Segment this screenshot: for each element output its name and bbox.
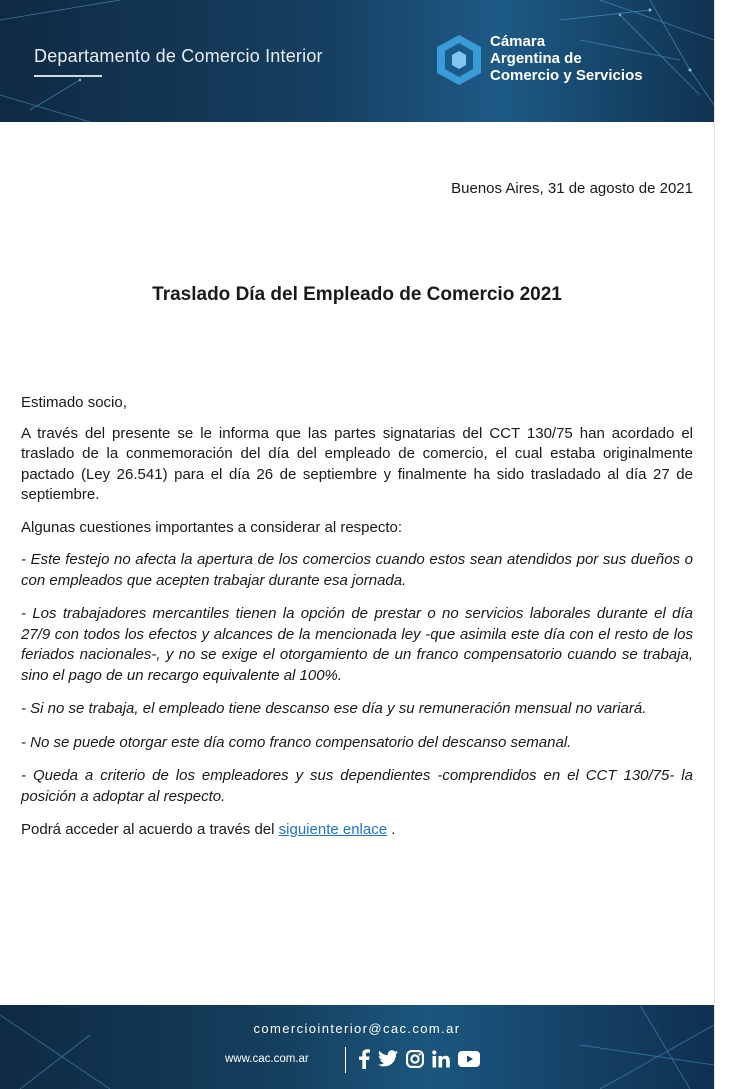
- cac-logo-icon: [434, 33, 484, 87]
- org-line-1: Cámara: [490, 33, 546, 50]
- org-line-2: Argentina de: [490, 50, 582, 67]
- website-link[interactable]: www.cac.com.ar: [225, 1053, 309, 1065]
- letter-title: Traslado Día del Empleado de Comercio 2021: [152, 284, 562, 305]
- department-name: Departamento de Comercio Interior: [34, 46, 323, 66]
- department-underline: [34, 75, 102, 77]
- closing-text: Podrá acceder al acuerdo a través del: [21, 821, 279, 838]
- network-pattern-decoration: [0, 1005, 714, 1089]
- twitter-icon[interactable]: [378, 1050, 398, 1072]
- closing-paragraph: [21, 820, 693, 841]
- letter-date: Buenos Aires, 31 de agosto de 2021: [451, 180, 693, 197]
- instagram-icon[interactable]: [406, 1050, 424, 1073]
- closing-end: .: [387, 821, 396, 838]
- intro-paragraph: A través del presente se le informa que las partes signatarias del CCT 130/75 han acordado el traslado de la conmemoración del día del empleado de comercio, el cual estaba originalmente pactado (Ley 26.541) para el día 26 de septiembre y finalmente ha sido trasladado al día 27 de septiembre.: [21, 424, 693, 503]
- social-links: [358, 1050, 480, 1072]
- list-item: - No se puede otorgar este día como franco compensatorio del descanso semanal.: [21, 733, 572, 751]
- list-item: - Si no se trabaja, el empleado tiene descanso ese día y su remuneración mensual no variará.: [21, 700, 647, 717]
- linkedin-icon[interactable]: [432, 1050, 450, 1073]
- issues-heading: Algunas cuestiones importantes a considerar al respecto:: [21, 518, 403, 536]
- list-item: - Queda a criterio de los empleadores y sus dependientes -comprendidos en el CCT 130/75- la posición a adoptar al respecto.: [21, 767, 693, 805]
- list-item: - Este festejo no afecta la apertura de los comercios cuando estos sean atendidos por sus dueños o con empleados que acepten trabajar durante esa jornada.: [21, 551, 693, 589]
- header-banner: [0, 0, 714, 122]
- youtube-icon[interactable]: [458, 1051, 480, 1072]
- org-line-3: Comercio y Servicios: [490, 67, 643, 84]
- greeting: Estimado socio,: [21, 394, 127, 411]
- page-margin: [714, 0, 750, 1089]
- letter-body: [21, 393, 693, 841]
- agreement-link[interactable]: siguiente enlace: [278, 821, 388, 838]
- organization-name: [490, 33, 643, 84]
- footer-banner: [0, 1005, 714, 1089]
- facebook-icon[interactable]: [358, 1049, 370, 1074]
- contact-email[interactable]: comerciointerior@cac.com.ar: [253, 1021, 461, 1036]
- footer-separator: [345, 1047, 346, 1073]
- list-item: - Los trabajadores mercantiles tienen la opción de prestar o no servicios laborales durante el día 27/9 con todos los efectos y alcances de la mencionada ley -que asimila este día con el resto de los feriados nacionales-, y no se exige el otorgamiento de un franco compensatorio cuando se trabaja, sino el pago de un recargo equivalente al 100%.: [21, 605, 693, 684]
